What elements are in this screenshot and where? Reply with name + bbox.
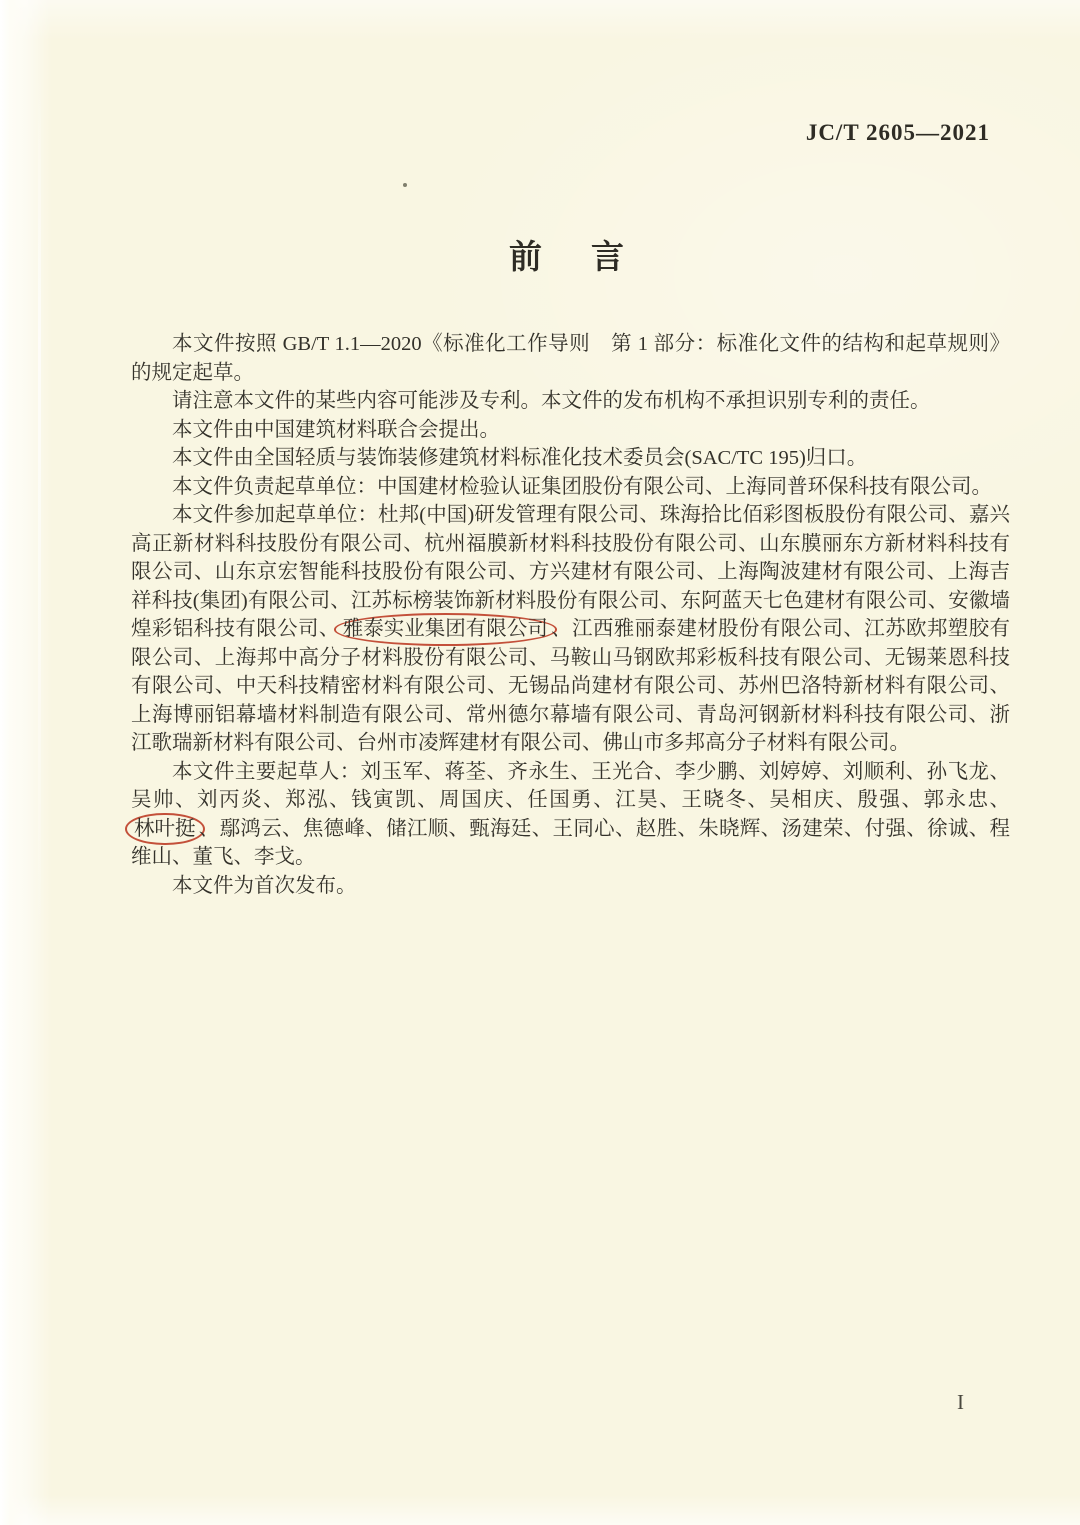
foreword-title: 前 言 (509, 238, 632, 275)
standard-number: JC/T 2605—2021 (805, 120, 990, 145)
participating-units-text-post: 、江西雅丽泰建材股份有限公司、江苏欧邦塑胶有限公司、上海邦中高分子材料股份有限公司、马鞍山马钢欧邦彩板科技有限公司、无锡莱恩科技有限公司、中天科技精密材料有限公司、无锡品尚建材有限公司、苏州巴洛特新材料有限公司、上海博丽铝幕墙材料制造有限公司、常州德尔幕墙有限公司、青岛河钢新材料科技有限公司、浙江歌瑞新材料有限公司、台州市凌辉建材有限公司、佛山市多邦高分子材料有限公司。 (131, 618, 1010, 754)
paragraph-chief-drafting-units: 本文件负责起草单位：中国建材检验认证集团股份有限公司、上海同普环保科技有限公司。 (172, 475, 992, 498)
paragraph-participating-units (131, 501, 1010, 758)
paragraph-main-drafters (131, 758, 1010, 872)
foreword-body (131, 330, 1010, 900)
main-drafters-text-post: 、鄢鸿云、焦德峰、储江顺、甄海廷、王同心、赵胜、朱晓辉、汤建荣、付强、徐诚、程维山、董飞、李戈。 (131, 817, 1010, 868)
scan-speck (403, 183, 407, 187)
participating-units-text-pre: 本文件参加起草单位：杜邦(中国)研发管理有限公司、珠海拾比佰彩图板股份有限公司、嘉兴高正新材料科技股份有限公司、杭州福膜新材料科技股份有限公司、山东膜丽东方新材料科技有限公司、山东京宏智能科技股份有限公司、方兴建材有限公司、上海陶波建材有限公司、上海吉祥科技(集团)有限公司、江苏标榜装饰新材料股份有限公司、东阿蓝天七色建材有限公司、安徽墙煌彩铝科技有限公司、 (131, 504, 1010, 640)
paragraph-centralized-by: 本文件由全国轻质与装饰装修建筑材料标准化技术委员会(SAC/TC 195)归口。 (172, 447, 868, 469)
paragraph-proposed-by: 本文件由中国建筑材料联合会提出。 (172, 418, 500, 441)
paragraph-first-issue: 本文件为首次发布。 (172, 874, 357, 897)
paragraph-patent-notice: 请注意本文件的某些内容可能涉及专利。本文件的发布机构不承担识别专利的责任。 (172, 390, 931, 412)
main-drafters-text-pre: 本文件主要起草人：刘玉军、蒋荃、齐永生、王光合、李少鹏、刘婷婷、刘顺利、孙飞龙、吴帅、刘丙炎、郑泓、钱寅凯、周国庆、任国勇、江昊、王晓冬、吴相庆、殷强、郭永忠、 (131, 760, 1010, 811)
red-circle-company-annotation: 雅泰实业集团有限公司 (334, 613, 557, 646)
scan-crease (38, 70, 41, 970)
paragraph-drafting-basis: 本文件按照 GB/T 1.1—2020《标准化工作导则 第 1 部分：标准化文件的结构和起草规则》的规定起草。 (131, 333, 1010, 384)
red-circle-person-annotation: 林叶挺 (125, 813, 205, 846)
page-number: I (957, 1390, 964, 1414)
